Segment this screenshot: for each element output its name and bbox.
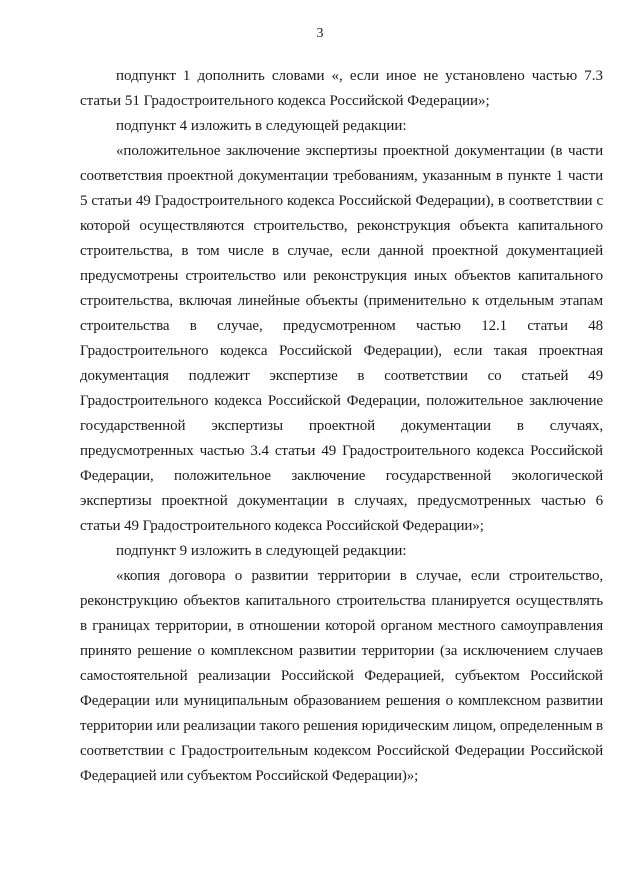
paragraph-subitem-4-text: «положительное заключение экспертизы проектной документации (в части соответствия проектной документации требованиям, указанным в пункте 1 части 5 статьи 49 Градостроительного кодекса Российской Федерации), в соответствии с которой осуществляются строительство, реконструкция объекта капитального строительства, в том числе в случае, если данной проектной документацией предусмотрены строительство или реконструкция иных объектов капитального строительства, включая линейные объекты (применительно к отдельным этапам строительства в случае, предусмотренном частью 12.1 статьи 48 Градостроительного кодекса Российской Федерации), если такая проектная документация подлежит экспертизе в соответствии со статьей 49 Градостроительного кодекса Российской Федерации, положительное заключение государственной экспертизы проектной документации в случаях, предусмотренных частью 3.4 статьи 49 Градостроительного кодекса Российской Федерации, положительное заключение государственной экологической экспертизы проектной документации в случаях, предусмотренных частью 6 статьи 49 Градостроительного кодекса Российской Федерации»; [80, 143, 603, 534]
paragraph-subitem-9-intro: подпункт 9 изложить в следующей редакции: [116, 543, 407, 559]
paragraph-subitem-4-intro: подпункт 4 изложить в следующей редакции: [116, 118, 407, 134]
paragraph-subitem-9-text: «копия договора о развитии территории в случае, если строительство, реконструкцию объектов капитального строительства планируется осуществлять в границах территории, в отношении которой органом местного самоуправления принято решение о комплексном развитии территории (за исключением случаев самостоятельной реализации Российской Федерацией, субъектом Российской Федерации или муниципальным образованием решения о комплексном развитии территории или реализации такого решения юридическим лицом, определенным в соответствии с Градостроительным кодексом Российской Федерации Российской Федерацией или субъектом Российской Федерации)»; [80, 568, 603, 784]
paragraph-subitem-1-amendment: подпункт 1 дополнить словами «, если иное не установлено частью 7.3 статьи 51 Градостроительного кодекса Российской Федерации»; [80, 68, 603, 109]
document-body [80, 64, 603, 789]
page-number: 3 [316, 26, 324, 41]
